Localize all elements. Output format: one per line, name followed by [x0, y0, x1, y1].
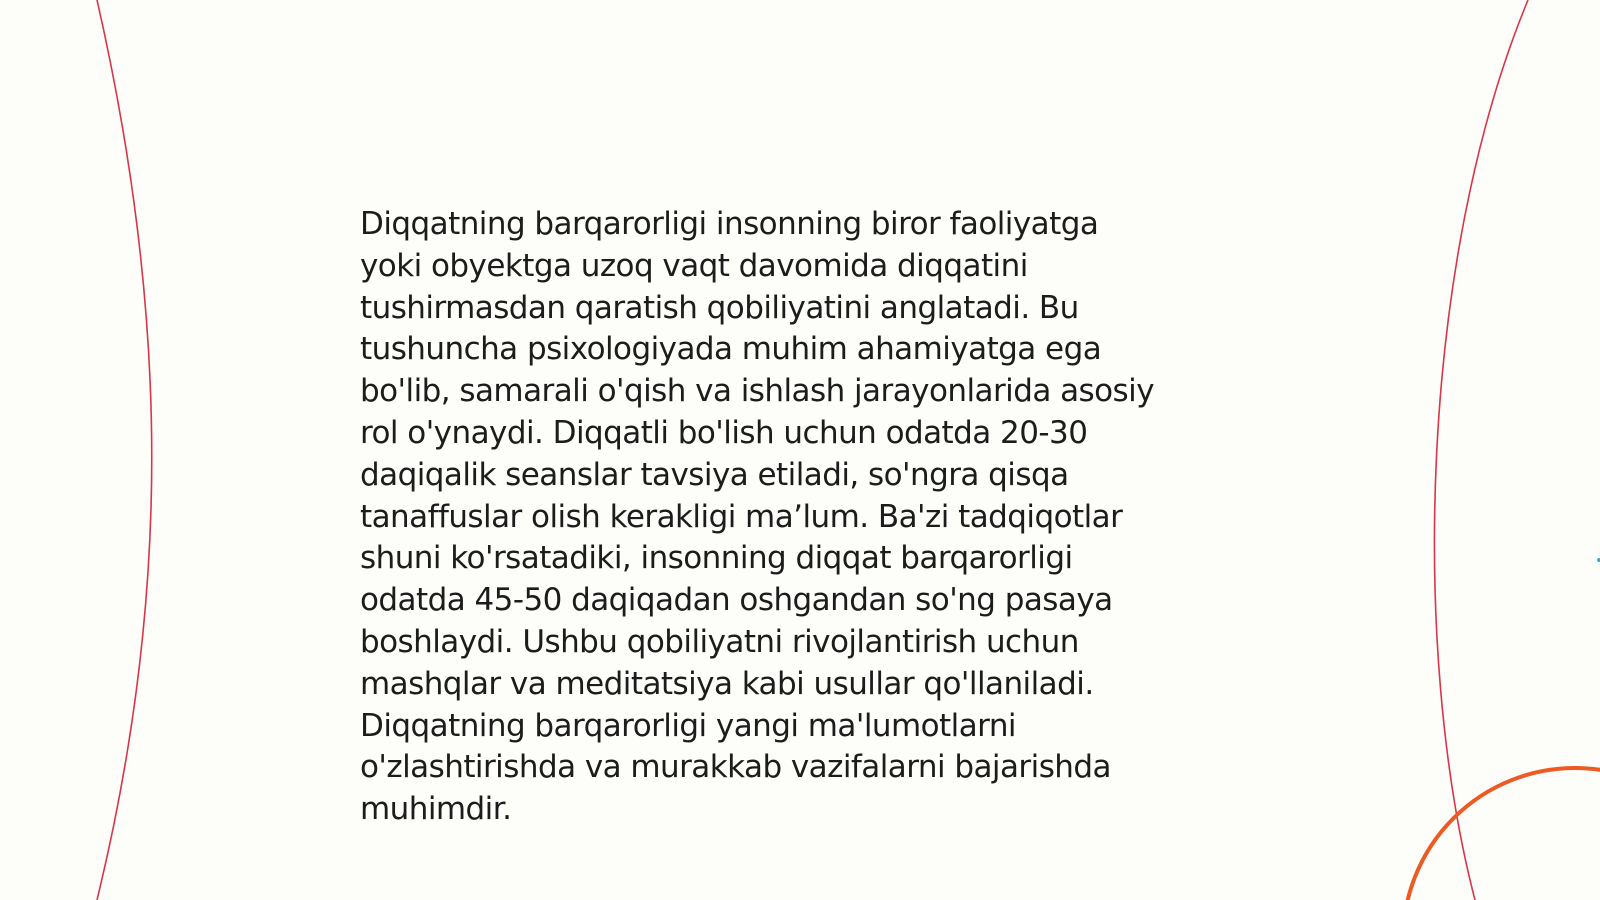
body-paragraph: [360, 204, 1220, 831]
paragraph-line: muhimdir.: [360, 791, 512, 828]
orange-arc: [1403, 768, 1600, 900]
paragraph-line: odatda 45-50 daqiqadan oshgandan so'ng pasaya: [360, 582, 1113, 619]
paragraph-line: o'zlashtirishda va murakkab vazifalarni bajarishda: [360, 749, 1111, 786]
paragraph-line: rol o'ynaydi. Diqqatli bo'lish uchun odatda 20-30: [360, 414, 1088, 451]
paragraph-line: mashqlar va meditatsiya kabi usullar qo'llaniladi.: [360, 665, 1094, 702]
paragraph-line: yoki obyektga uzoq vaqt davomida diqqatini: [360, 247, 1028, 284]
left-curve-line: [97, 0, 152, 900]
paragraph-line: shuni ko'rsatadiki, insonning diqqat barqarorligi: [360, 540, 1073, 577]
right-curve-line: [1434, 0, 1528, 900]
paragraph-line: tushuncha psixologiyada muhim ahamiyatga ega: [360, 331, 1102, 368]
paragraph-line: Diqqatning barqarorligi yangi ma'lumotlarni: [360, 707, 1016, 744]
paragraph-line: daqiqalik seanslar tavsiya etiladi, so'ngra qisqa: [360, 456, 1069, 493]
paragraph-line: Diqqatning barqarorligi insonning biror faoliyatga: [360, 206, 1099, 242]
paragraph-line: tanaffuslar olish kerakligi ma’lum. Ba'zi tadqiqotlar: [360, 498, 1123, 535]
paragraph-line: tushirmasdan qaratish qobiliyatini anglatadi. Bu: [360, 289, 1079, 326]
paragraph-line: bo'lib, samarali o'qish va ishlash jarayonlarida asosiy: [360, 373, 1155, 410]
paragraph-line: boshlaydi. Ushbu qobiliyatni rivojlantirish uchun: [360, 623, 1079, 660]
